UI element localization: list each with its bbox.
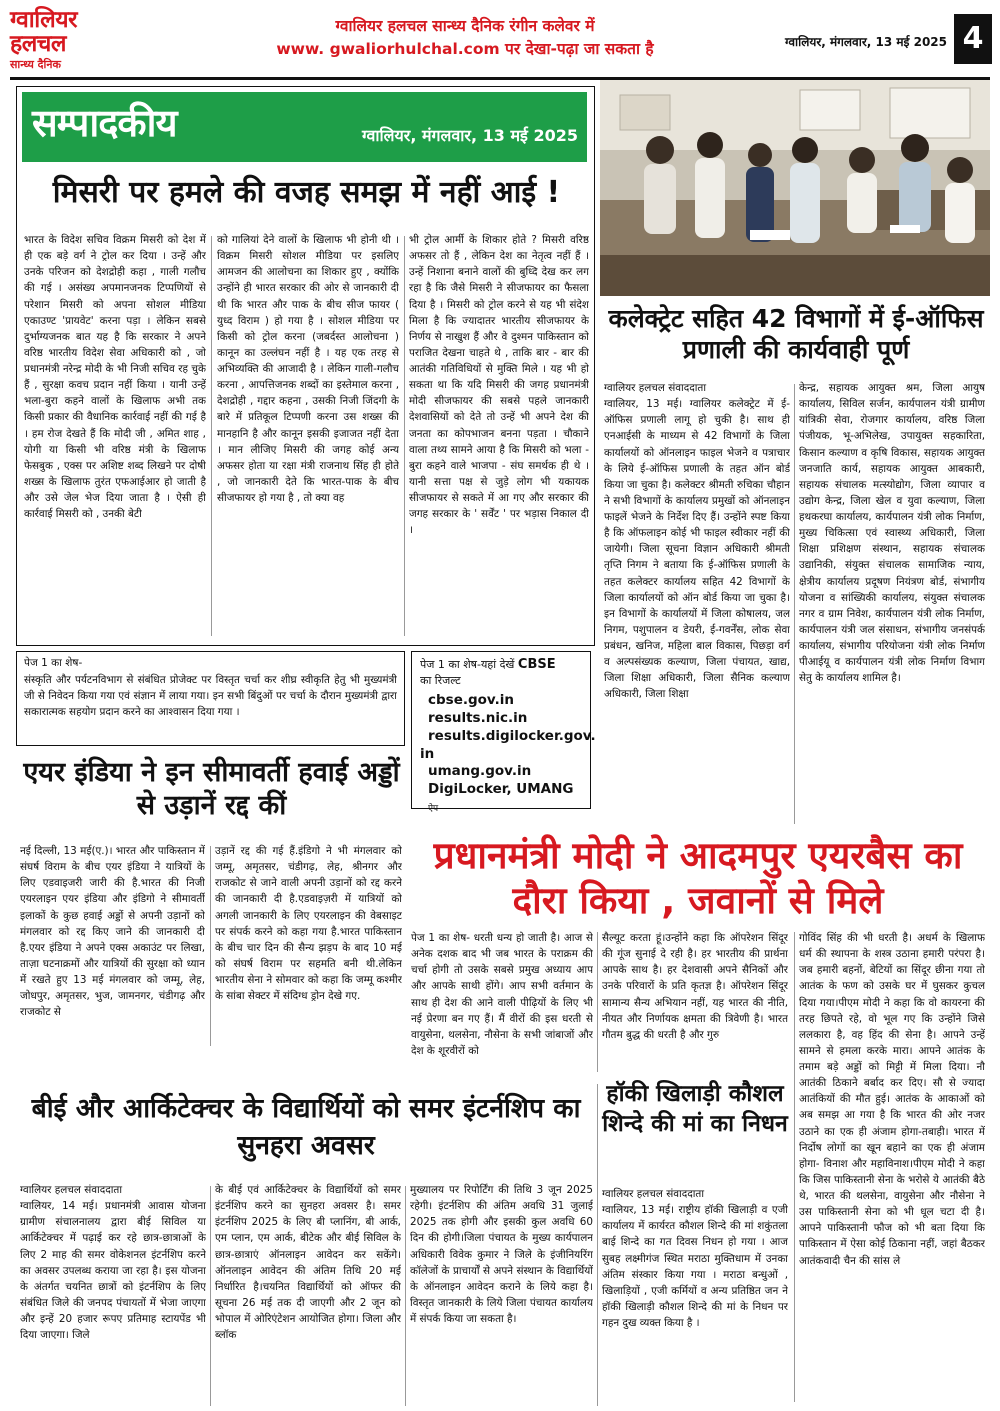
editorial-date: ग्वालियर, मंगलवार, 13 मई 2025: [361, 126, 578, 145]
cbse-label: [420, 657, 582, 688]
cbse-result-box: [411, 651, 596, 815]
header-date: ग्वालियर, मंगलवार, 13 मई 2025: [784, 35, 947, 49]
air-india-column-1: नई दिल्ली, 13 मई(ए.)। भारत और पाकिस्तान में संघर्ष विराम के बीच एयर इंडिया ने यात्रियों के लिए एडवाइजरी जारी की है.भारत की निजी एयरलाइन एयर इंडिया और इंडिगो ने सीमावर्ती इलाकों के कुछ हवाई अड्डों से अपनी उड़ानों को मंगलवार को रद्द किए जाने की जानकारी दी है.एयर इंडिया ने अपने एक्स अकाउंट पर लिखा, ताज़ा घटनाक्रमों और यात्रियों की सुरक्षा को ध्यान में रखते हुए 13 मई मंगलवार को जम्मू, लेह, जोधपुर, अमृतसर, भुज, जामनगर, चंडीगढ़ और राजकोट से: [20, 845, 205, 1019]
column-divider: [597, 1084, 598, 1406]
collectorate-office-photo: [600, 80, 990, 296]
internship-headline: बीई और आर्किटेक्चर के विद्यार्थियों को समर इंटर्नशिप का सुनहरा अवसर: [31, 1093, 581, 1162]
cbse-label-prefix: पेज 1 का शेष-यहां देखें: [420, 658, 515, 671]
cbse-link[interactable]: results.digilocker.gov.: [428, 727, 596, 744]
air-india-column-2: उड़ानें रद्द की गई हैं.इंडिगो ने भी मंगलवार को जम्मू, अमृतसर, चंडीगढ़, लेह, श्रीनगर और राजकोट से जाने वाली अपनी उड़ानों को रद्द करने की जानकारी दी है.एडवाइज़री में यात्रियों को अगली जानकारी के लिए एयरलाइन की वेबसाइट पर संपर्क करने को कहा गया है.भारत पाकिस्तान के बीच चार दिन की सैन्य झड़प के बाद 10 मई को संघर्ष विराम पर सहमति बनी थी.लेकिन भारतीय सेना ने सोमवार को कहा कि जम्मू कश्मीर के सांबा सेक्टर में संदिग्ध ड्रोन देखे गए.: [215, 845, 402, 1003]
continued-note-box: [16, 651, 405, 746]
cbse-label-suffix: का रिजल्ट: [420, 673, 461, 687]
editorial-column-2: को गालियां देने वालों के खिलाफ भी होनी थी । विक्रम मिसरी सोशल मीडिया पर इसलिए आमजन की आलोचना का शिकार हुए , क्योंकि उन्होंने ही भारत सरकार की ओर से जानकारी दी थी कि भारत और पाक के बीच सीज फायर ( युध्द विराम ) हो गया है । सोशल मीडिया पर किसी को ट्रोल करना (जबर्दस्त आलोचना ) कानून का उल्लंघन नहीं है । यह एक तरह से अभिव्यक्ति की आजादी है । लेकिन गाली-गलौच करना , आपत्तिजनक शब्दों का इस्तेमाल करना , देशद्रोही , गद्दार कहना , उसकी निजी जिंदगी के बारे में प्रतिकूल टिप्पणी करना उस शख्स की मानहानि है और कानून इसकी इजाजत नहीं देता । मान लीजिए मिसरी की जगह कोई अन्य अफसर होता या रक्षा मंत्री राजनाथ सिंह ही होते , जो जानकारी देते कि भारत-पाक के बीच सीजफायर हो गया है , तो क्या वह: [217, 234, 399, 504]
hockey-headline: हॉकी खिलाड़ी कौशल शिन्दे की मां का निधन: [602, 1081, 788, 1137]
pm-visit-column-2: सैल्यूट करता हूं।उन्होंने कहा कि ऑपरेशन सिंदूर की गूंज सुनाई दे रही है। हर भारतीय की प्रार्थना आपके साथ है। हर देशवासी अपने सैनिकों और उनके परिवारों के प्रति कृतज्ञ है। ऑपरेशन सिंदूर सामान्य सैन्य अभियान नहीं, यह भारत की नीति, नीयत और निर्णायक क्षमता की त्रिवेणी है। भारत गौतम बुद्ध की धरती है और गुरु: [602, 932, 788, 1041]
cbse-link[interactable]: results.nic.in: [428, 710, 528, 726]
column-divider: [405, 1186, 406, 1406]
column-divider: [597, 932, 598, 1072]
logo-line-2: हलचल: [10, 30, 67, 58]
cbse-link[interactable]: in: [420, 745, 435, 762]
logo-line-3: सान्ध्य दैनिक: [10, 58, 61, 72]
cbse-app-names: DigiLocker, UMANG: [428, 781, 574, 798]
cbse-link[interactable]: cbse.gov.in: [428, 692, 514, 709]
continued-label: पेज 1 का शेष-: [24, 657, 83, 669]
column-divider: [404, 236, 405, 636]
banner-line-1: ग्वालियर हलचल सान्ध्य दैनिक रंगीन कलेवर में: [335, 17, 595, 35]
cbse-app-suffix: ऐप: [428, 804, 439, 815]
pm-visit-column-1: पेज 1 का शेष- धरती धन्य हो जाती है। आज से अनेक दशक बाद भी जब भारत के पराक्रम की चर्चा होगी तो उसके सबसे प्रमुख अध्याय आप और आपके साथी होंगे। आप सभी वर्तमान के साथ ही देश की आने वाली पीढ़ियों के लिए भी नई प्रेरणा बन गए हैं। मैं वीरों की इस धरती से वायुसेना, थलसेना, नौसेना के सभी जांबाजों और देश के शूरवीरों को: [411, 932, 593, 1057]
cbse-links: [420, 692, 596, 817]
collectorate-headline: कलेक्ट्रेट सहित 42 विभागों में ई-ऑफिस प्रणाली की कार्यवाही पूर्ण: [608, 304, 984, 364]
pm-visit-column-3: गोविंद सिंह की भी धरती है। अधर्म के खिलाफ धर्म की स्थापना के शस्त्र उठाना हमारी परंपरा है। जब हमारी बहनों, बेटियों का सिंदूर छीना गया तो आतंक के फण को उसके घर में घुसकर कुचल दिया गया।पीएम मोदी ने कहा कि वो कायरना की तरह छिपते रहे, वो भूल गए कि उन्होंने जिसे ललकारा है, वह हिंद की सेना है। आपने उन्हें सामने से हमला करके मारा। आपने आतंक के तमाम बड़े अड्डों को मिट्टी में मिला दिया। नौ आतंकी ठिकाने बर्बाद कर दिए। सौ से ज्यादा आतंकियों की मौत हुई। आतंक के आकाओं को अब समझ आ गया है कि भारत की ओर नजर उठाने का एक ही अंजाम होगा-तबाही। भारत में निर्दोष लोगों का खून बहाने का एक ही अंजाम होगा- विनाश और महाविनाश।पीएम मोदी ने कहा कि जिस पाकिस्तानी सेना के भरोसे ये आतंकी बैठे थे, भारत की थलसेना, वायुसेना और नौसेना ने उस पाकिस्तानी सेना को भी धूल चटा दी है। आपने पाकिस्तानी फौज को भी बता दिया कि पाकिस्तान में ऐसा कोई ठिकाना नहीं, जहां बैठकर आतंकवादी चैन की सांस ले: [799, 932, 985, 1267]
cbse-app-line: [420, 781, 582, 817]
air-india-headline: एयर इंडिया ने इन सीमावर्ती हवाई अड्डों से उड़ानें रद्द कीं: [23, 757, 400, 821]
logo-line-1: ग्वालियर: [10, 6, 78, 33]
continued-text: संस्कृति और पर्यटनविभाग से संबंधित प्रोजेक्ट पर विस्तृत चर्चा कर शीघ्र स्वीकृति हेतु भी मुख्यमंत्री जी से निवेदन किया गया एवं संज्ञान में लाया गया। इन सभी बिंदुओं पर चर्चा के दौरान मुख्यमंत्री द्वारा सकारात्मक सहयोग प्रदान करने का आश्वासन दिया गया ।: [24, 674, 397, 719]
cbse-link[interactable]: umang.gov.in: [428, 763, 532, 780]
collectorate-column-1: ग्वालियर हलचल संवाददाता ग्वालियर, 13 मई। ग्वालियर कलेक्ट्रेट में ई-ऑफिस प्रणाली लागू हो चुकी है। साथ ही एनआईसी के माध्यम से 42 विभागों के जिला कार्यालयों को ऑनलाइन फाइल भेजने व पत्राचार के लिये ई-ऑफिस प्रणाली के तहत ऑन बोर्ड किया जा चुका है। कलेक्टर श्रीमती रुचिका चौहान ने सभी विभागों के कार्यालय प्रमुखों को ऑनलाइन फाइलें भेजने के निर्देश दिए हैं। उन्होंने स्पष्ट किया है कि ऑफलाइन कोई भी फाइल स्वीकार नहीं की जायेगी। जिला सूचना विज्ञान अधिकारी श्रीमती तृप्ति निगम ने बताया कि ई-ऑफिस प्रणाली के तहत कलेक्टर कार्यालय सहित 42 विभागों के जिला कार्यालयों को ऑन बोर्ड किया जा चुका है। इन विभागों के कार्यालयों में जिला कोषालय, जल निगम, पशुपालन व डेयरी, ई-गवर्नेंस, लोक सेवा प्रबंधन, खनिज, महिला बाल विकास, पिछड़ा वर्ग व अल्पसंख्यक कल्याण, जिला पंचायत, खाद्य, जिला शिक्षा अधिकारी, जिला सैनिक कल्याण अधिकारी, जिला शिक्षा: [604, 382, 790, 701]
internship-column-1: ग्वालियर हलचल संवाददाता ग्वालियर, 14 मई। प्रधानमंत्री आवास योजना ग्रामीण संचालनालय द्वारा बीई सिविल या आर्किटेक्चर में पढ़ाई कर रहे छात्र-छात्राओं के लिए 2 माह की समर वोकेशनल इंटर्नशिप करने का अवसर उपलब्ध कराया जा रहा है। इस योजना के अंतर्गत चयनित छात्रों को इंटर्नशिप के लिए संबंधित जिले की जनपद पंचायतों में भेजा जाएगा और इन्हें 20 हजार रूपए प्रतिमाह स्टायपेंड भी दिया जाएगा। जिले: [20, 1184, 206, 1342]
hockey-body: ग्वालियर हलचल संवाददाता ग्वालियर, 13 मई। राष्ट्रीय हॉकी खिलाड़ी व एजी कार्यालय में कार्यरत कौशल शिन्दे की मां शकुंतला बाई शिन्दे का गत दिवस निधन हो गया । आज सुबह लक्ष्मीगंज स्थित मराठा मुक्तिधाम में उनका अंतिम संस्कार किया गया । मराठा बन्धुओं , खिलाड़ियों , एजी कर्मियों व अन्य प्रतिष्ठित जन ने हॉकी खिलाड़ी कौशल शिन्दे की मां के निधन पर गहन दुख व्यक्त किया है ।: [602, 1188, 788, 1329]
page-number: 4: [954, 14, 992, 64]
internship-column-3: मुख्यालय पर रिपोर्टिंग की तिथि 3 जून 2025 रहेगी। इंटर्नशिप की अंतिम अवधि 31 जुलाई 2025 तक होगी और इसकी कुल अवधि 60 दिन की होगी।जिला पंचायत के मुख्य कार्यपालन अधिकारी विवेक कुमार ने जिले के इंजीनियरिंग कॉलेजों के प्राचार्यों से अपने संस्थान के विद्यार्थियों के ऑनलाइन आवेदन कराने के लिये कहा है। विस्तृत जानकारी के लिये जिला पंचायत कार्यालय में संपर्क किया जा सकता है।: [410, 1184, 593, 1325]
internship-column-2: के बीई एवं आर्किटेक्चर के विद्यार्थियों को समर इंटर्नशिप करने का सुनहरा अवसर है। समर इंटर्नशिप 2025 के लिए बी प्लानिंग, बी आर्क, एम प्लान, एम आर्क, बीटेक और बीई सिविल के छात्र-छात्राएं ऑनलाइन आवेदन कर सकेंगे। ऑनलाइन आवेदन की अंतिम तिथि 20 मई निर्धारित है।चयनित विद्यार्थियों को ऑफर की सूचना 26 मई तक दी जाएगी और 2 जून को भोपाल में ओरिएंटेशन आयोजित होगा। जिला और ब्लॉक: [215, 1184, 401, 1342]
column-divider: [794, 932, 795, 1402]
column-divider: [210, 1186, 211, 1406]
cbse-label-bold: CBSE: [517, 657, 556, 672]
column-divider: [794, 384, 795, 824]
masthead-logo: [10, 8, 178, 82]
banner-website[interactable]: www. gwaliorhulchal.com पर देखा-पढ़ा जा सकता है: [276, 40, 654, 58]
pm-visit-headline: प्रधानमंत्री मोदी ने आदमपुर एयरबैस का दौरा किया , जवानों से मिले: [433, 834, 963, 923]
editorial-label: सम्पादकीय: [32, 100, 177, 145]
editorial-headline: मिसरी पर हमले की वजह समझ में नहीं आई !: [52, 175, 561, 210]
editorial-column-1: भारत के विदेश सचिव विक्रम मिसरी को देश में ही एक बड़े वर्ग ने ट्रोल कर दिया । उन्हें और उनके परिजन को देशद्रोही कहा , गाली गलौच की गई । असंख्य अपमानजनक टिप्पणियों से परेशान मिसरी को अपना सोशल मीडिया एकाउण्ट 'प्रायवेट' करना पड़ा । लेकिन सबसे दुर्भाग्यजनक बात यह है कि सरकार ने अपने वरिष्ठ भारतीय विदेश सेवा अधिकारी को , जो प्रधानमंत्री नरेन्द्र मोदी के भी निजी सचिव रह चुके हैं , सुरक्षा कवच प्रदान नहीं किया । यानी उन्हें भला-बुरा कहने वालों के खिलाफ अभी तक किसी प्रकार की वैधानिक कार्रवाई नहीं की गई है । हम रोज देखते हैं कि मोदी जी , अमित शाह , योगी या किसी भी वरिष्ठ मंत्री के खिलाफ फेसबुक , एक्स पर अशिष्ट शब्द लिखने पर दोषी शख्स के खिलाफ तुरंत एफआईआर हो जाती है और उसे जेल भेज दिया जाता है । ऐसी ही कार्रवाई मिसरी को , उनकी बेटी: [24, 234, 206, 521]
column-divider: [210, 846, 211, 1046]
collectorate-column-2: केन्द्र, सहायक आयुक्त श्रम, जिला आयुष कार्यालय, सिविल सर्जन, कार्यपालन यंत्री ग्रामीण यांत्रिकी सेवा, रोजगार कार्यालय, वरिष्ठ जिला पंजीयक, भू-अभिलेख, उपायुक्त सहकारिता, किसान कल्याण व कृषि विकास, सहायक आयुक्त जनजाति कार्य, सहायक आयुक्त आबकारी, सहायक संचालक मत्स्योद्योग, जिला व्यापार व उद्योग केन्द्र, जिला खेल व युवा कल्याण, जिला हथकरघा कार्यालय, कार्यपालन यंत्री लोक निर्माण, मुख्य चिकित्सा एवं स्वास्थ्य अधिकारी, जिला शिक्षा प्रशिक्षण संस्थान, सहायक संचालक उद्यानिकी, संयुक्त संचालक सामाजिक न्याय, क्षेत्रीय कार्यालय प्रदूषण नियंत्रण बोर्ड, संभागीय योजना व सांख्यिकी कार्यालय, संयुक्त संचालक नगर व ग्राम निवेश, कार्यपालन यंत्री लोक निर्माण, कार्यपालन यंत्री जल संसाधन, संभागीय जनसंपर्क कार्यालय, संभागीय परियोजना यंत्री लोक निर्माण पीआईयू व कार्यपालन यंत्री लोक निर्माण विभाग सेतु के कार्यालय शामिल है।: [799, 382, 985, 685]
column-divider: [211, 236, 212, 636]
editorial-column-3: भी ट्रोल आर्मी के शिकार होते ? मिसरी वरिष्ठ अफसर तो हैं , लेकिन देश का नेतृत्व नहीं हैं ।उन्हें निशाना बनाने वालों की बुध्दि देख कर लग रहा है कि जैसे मिसरी ने सीजफायर का फैसला दिया है । मिसरी को ट्रोल करने से यह भी संदेश मिला है कि ज्यादातर भारतीय सीजफायर के निर्णय से नाखुश हैं और वे दुश्मन पाकिस्तान को पराजित देखना चाहते थे , ताकि बार - बार की आतंकी गतिविधियों से मुक्ति मिले । यह भी हो सकता था कि यदि मिसरी की जगह प्रधानमंत्री मोदी सीजफायर की सबसे पहले जानकारी देशवासियों को देते तो उन्हें भी अपने देश की जनता का कोपभाजन बनना पड़ता । चौकाने वाला तथ्य सामने आया है कि मिसरी को भला - बुरा कहने वाले भाजपा - संघ समर्थक ही थे । यानी सत्ता पक्ष से जुड़े लोग भी यकायक सीजफायर से सकते में आ गए और सरकार की जगह सरकार के ' सर्वेंट ' पर भड़ास निकाल दी ।: [409, 234, 589, 537]
